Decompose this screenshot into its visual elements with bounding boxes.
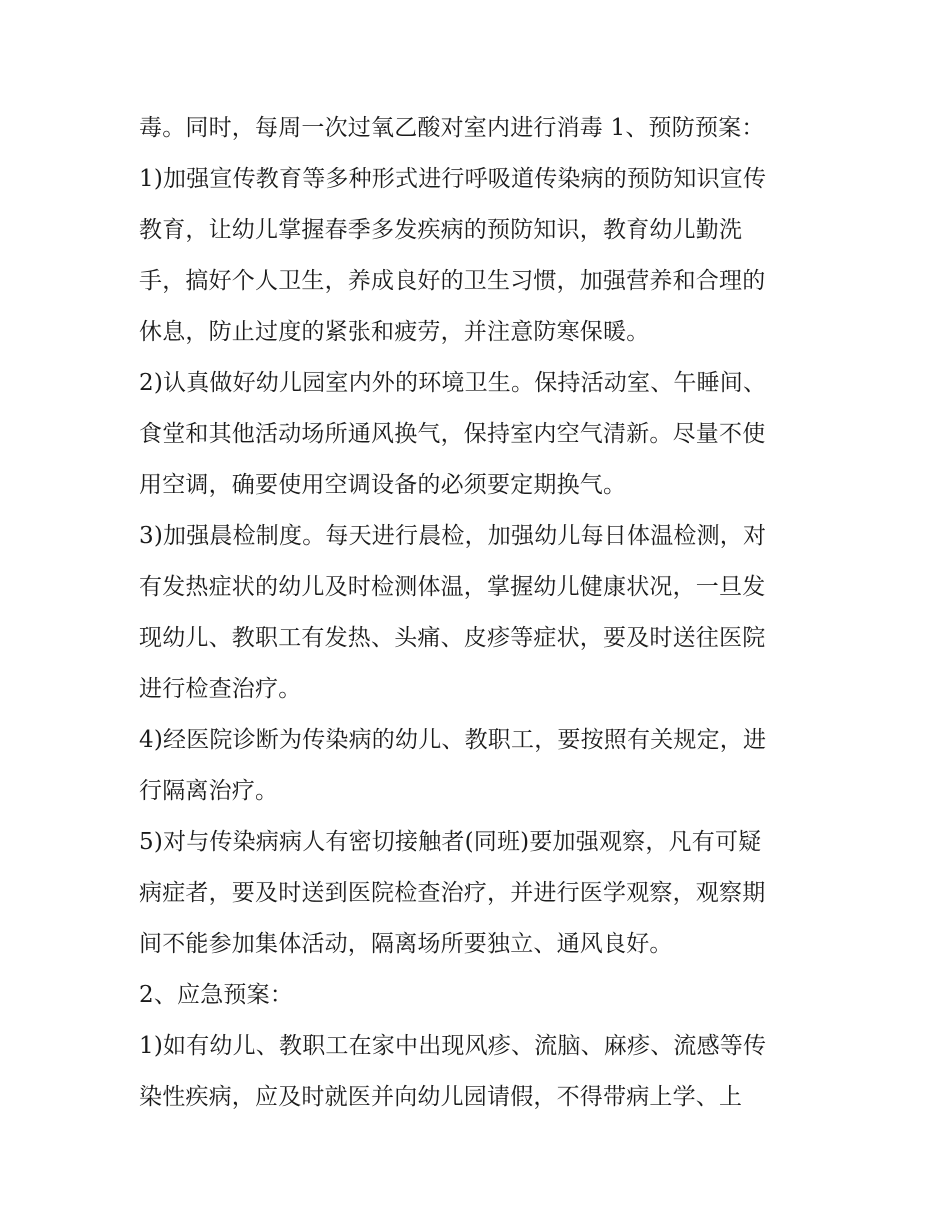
text-line: 行隔离治疗。 <box>139 778 279 804</box>
text-line: 1)如有幼儿、教职工在家中出现风疹、流脑、麻疹、流感等传 <box>139 1033 767 1059</box>
text-line: 间不能参加集体活动，隔离场所要独立、通风良好。 <box>139 931 673 957</box>
text-line: 2)认真做好幼儿园室内外的环境卫生。保持活动室、午睡间、 <box>139 370 767 396</box>
text-line: 进行检查治疗。 <box>139 676 302 702</box>
text-line: 食堂和其他活动场所通风换气，保持室内空气清新。尽量不使 <box>139 421 766 447</box>
text-line: 5)对与传染病病人有密切接触者(同班)要加强观察，凡有可疑 <box>139 829 762 855</box>
text-line: 4)经医院诊断为传染病的幼儿、教职工，要按照有关规定，进 <box>139 727 767 753</box>
text-line: 染性疾病，应及时就医并向幼儿园请假，不得带病上学、上 <box>139 1084 743 1110</box>
text-line: 3)加强晨检制度。每天进行晨检，加强幼儿每日体温检测，对 <box>139 523 767 549</box>
text-line: 手，搞好个人卫生，养成良好的卫生习惯，加强营养和合理的 <box>139 268 766 294</box>
text-line: 用空调，确要使用空调设备的必须要定期换气。 <box>139 472 627 498</box>
document-body <box>139 103 829 1123</box>
text-line: 休息，防止过度的紧张和疲劳，并注意防寒保暖。 <box>139 319 650 345</box>
text-line: 现幼儿、教职工有发热、头痛、皮疹等症状，要及时送往医院 <box>139 625 766 651</box>
text-line: 2、应急预案： <box>139 982 294 1008</box>
text-line: 毒。同时，每周一次过氧乙酸对室内进行消毒 1、预防预案： <box>139 115 765 141</box>
text-line: 有发热症状的幼儿及时检测体温，掌握幼儿健康状况，一旦发 <box>139 574 766 600</box>
text-line: 1)加强宣传教育等多种形式进行呼吸道传染病的预防知识宣传 <box>139 166 767 192</box>
text-line: 教育，让幼儿掌握春季多发疾病的预防知识，教育幼儿勤洗 <box>139 217 743 243</box>
text-line: 病症者，要及时送到医院检查治疗，并进行医学观察，观察期 <box>139 880 766 906</box>
